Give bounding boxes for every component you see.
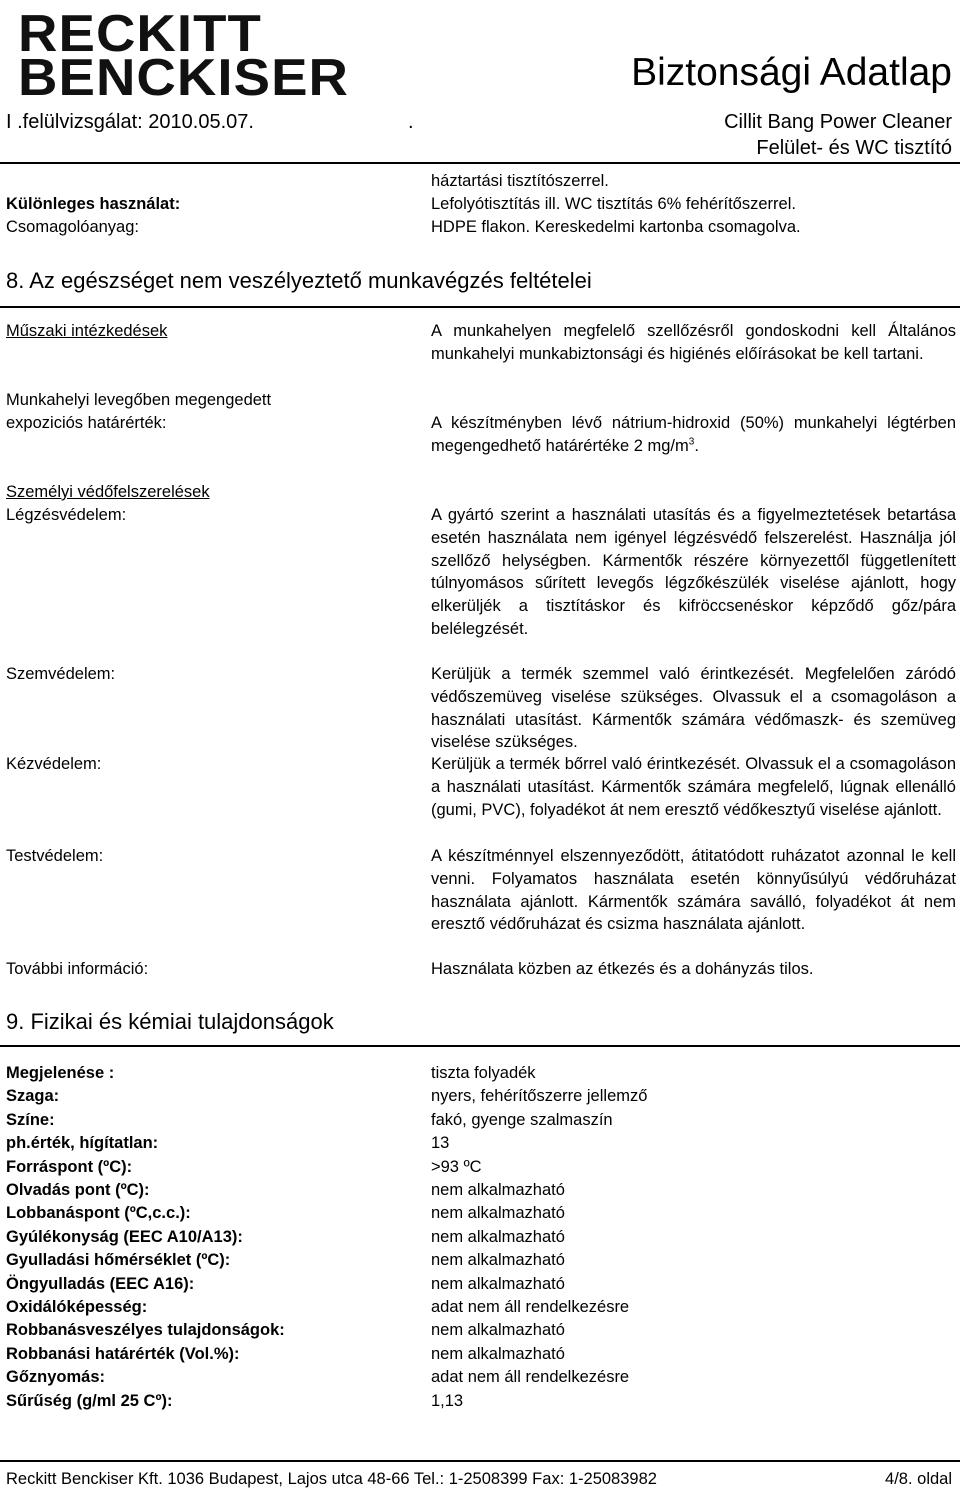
property-value: nem alkalmazható [431,1204,565,1223]
footer-page-number: 4/8. oldal [885,1470,952,1488]
header-dot: . [408,111,414,133]
property-label: Színe: [6,1110,55,1129]
property-label: Gyulladási hőmérséklet (ºC): [6,1251,231,1270]
property-label: Megjelenése : [6,1064,115,1082]
property-label: Oxidálóképesség: [6,1298,148,1316]
property-value: nem alkalmazható [431,1344,565,1363]
property-value: adat nem áll rendelkezésre [431,1298,630,1316]
footer-rule [0,1460,960,1462]
respiratory-label: Légzésvédelem: [6,506,127,524]
property-value: fakó, gyenge szalmaszín [431,1110,613,1129]
tech-measures-label: Műszaki intézkedések [6,322,168,340]
property-label: Robbanási határérték (Vol.%): [6,1344,240,1363]
section-9-rule [0,1045,960,1047]
footer-company: Reckitt Benckiser Kft. 1036 Budapest, Lajos utca 48-66 Tel.: 1-2508399 Fax: 1-25083982 [6,1470,657,1488]
more-info-label: További információ: [6,960,149,978]
top-line-1: háztartási tisztítószerrel. [431,172,609,190]
exposure-limit-label-2: expoziciós határérték: [6,414,167,432]
document-title: Biztonsági Adatlap [631,51,952,94]
respiratory-value: A gyártó szerint a használati utasítás és a figyelmeztetések betartása esetén használata nem igényel légzésvédő felszerelést. Használja jól szellőző helységben. Kármentők részére környezettől függetlenített túlnyomásos sűrített levegős légzőkészülék viselése ajánlott, hogy elkerüljék a tisztításkor és kifröccsenéskor képződő gőz/pára belélegzését. [431,506,956,638]
hand-protection-label: Kézvédelem: [6,755,102,773]
logo-line-1: RECKITT [18,5,262,63]
property-value: adat nem áll rendelkezésre [431,1368,630,1387]
property-label: Szaga: [6,1087,60,1106]
property-label: Gőznyomás: [6,1368,106,1387]
property-value: >93 ºC [431,1157,482,1176]
packaging-label: Csomagolóanyag: [6,218,139,236]
footer [6,1468,952,1490]
section-9-title: 9. Fizikai és kémiai tulajdonságok [6,1009,334,1034]
property-label: ph.érték, hígítatlan: [6,1134,159,1153]
property-value: nem alkalmazható [431,1251,565,1270]
hand-protection-value: Kerüljük a termék bőrrel való érintkezését. Olvassuk el a csomagoláson a használati utasítást. Kármentők számára megfelelő, lúgnak ellenálló (gumi, PVC), folyadékot át nem eresztő védőkesztyű viselése ajánlott. [431,755,956,819]
property-value: tiszta folyadék [431,1064,536,1082]
section-8-rule [0,306,960,308]
property-value: 1,13 [431,1391,464,1410]
body-protection-value: A készítménnyel elszennyeződött, átitatódott ruházatot azonnal le kell venni. Folyamatos használata esetén könnyűsúlyú védőruházat használata ajánlott. Kármentők számára saválló, folyadékot át nem eresztő védőruházat és csizma használata ajánlott. [431,847,956,934]
property-value: 13 [431,1134,450,1153]
special-use-label: Különleges használat: [6,195,181,213]
tech-measures-value: A munkahelyen megfelelő szellőzésről gondoskodni kell Általános munkahelyi munkabiztonsági és higiénés előírásokat be kell tartani. [431,322,956,363]
product-subtitle: Felület- és WC tisztító [756,137,952,159]
property-label: Olvadás pont (ºC): [6,1181,150,1199]
exposure-limit-text: A készítményben lévő nátrium-hidroxid (50%) munkahelyi légtérben megengedhető határértéke 2 mg/m [431,414,956,455]
packaging-value: HDPE flakon. Kereskedelmi kartonba csomagolva. [431,218,801,236]
property-value: nyers, fehérítőszerre jellemző [431,1087,648,1106]
header-rule [0,162,960,164]
property-value: nem alkalmazható [431,1321,565,1340]
logo-line-2: BENCKISER [18,49,350,107]
eye-protection-label: Szemvédelem: [6,665,116,683]
property-value: nem alkalmazható [431,1274,565,1293]
section-8-title: 8. Az egészséget nem veszélyeztető munkavégzés feltételei [6,268,592,293]
property-label: Sűrűség (g/ml 25 Cº): [6,1391,173,1410]
exposure-limit-value [431,412,956,458]
eye-protection-value: Kerüljük a termék szemmel való érintkezését. Megfelelően záródó védőszemüveg viselése szükséges. Olvassuk el a csomagoláson a használati utasítást. Kármentők számára védőmaszk- és szemüveg viselése szükséges. [431,665,956,752]
property-value: nem alkalmazható [431,1227,565,1246]
property-value: nem alkalmazható [431,1181,565,1199]
exposure-limit-sup: 3 [688,436,695,448]
body-protection-label: Testvédelem: [6,847,104,865]
exposure-limit-end: . [694,436,699,455]
revision-date: I .felülvizsgálat: 2010.05.07. [6,111,254,133]
property-label: Robbanásveszélyes tulajdonságok: [6,1321,285,1340]
property-label: Lobbanáspont (ºC,c.c.): [6,1204,191,1223]
property-label: Öngyulladás (EEC A16): [6,1274,195,1293]
property-label: Gyúlékonyság (EEC A10/A13): [6,1227,243,1246]
property-label: Forráspont (ºC): [6,1157,133,1176]
exposure-limit-label-1: Munkahelyi levegőben megengedett [6,391,272,409]
special-use-value: Lefolyótisztítás ill. WC tisztítás 6% fehérítőszerrel. [431,195,796,213]
more-info-value: Használata közben az étkezés és a dohányzás tilos. [431,960,814,978]
product-name: Cillit Bang Power Cleaner [724,111,952,133]
ppe-label: Személyi védőfelszerelések [6,483,210,501]
